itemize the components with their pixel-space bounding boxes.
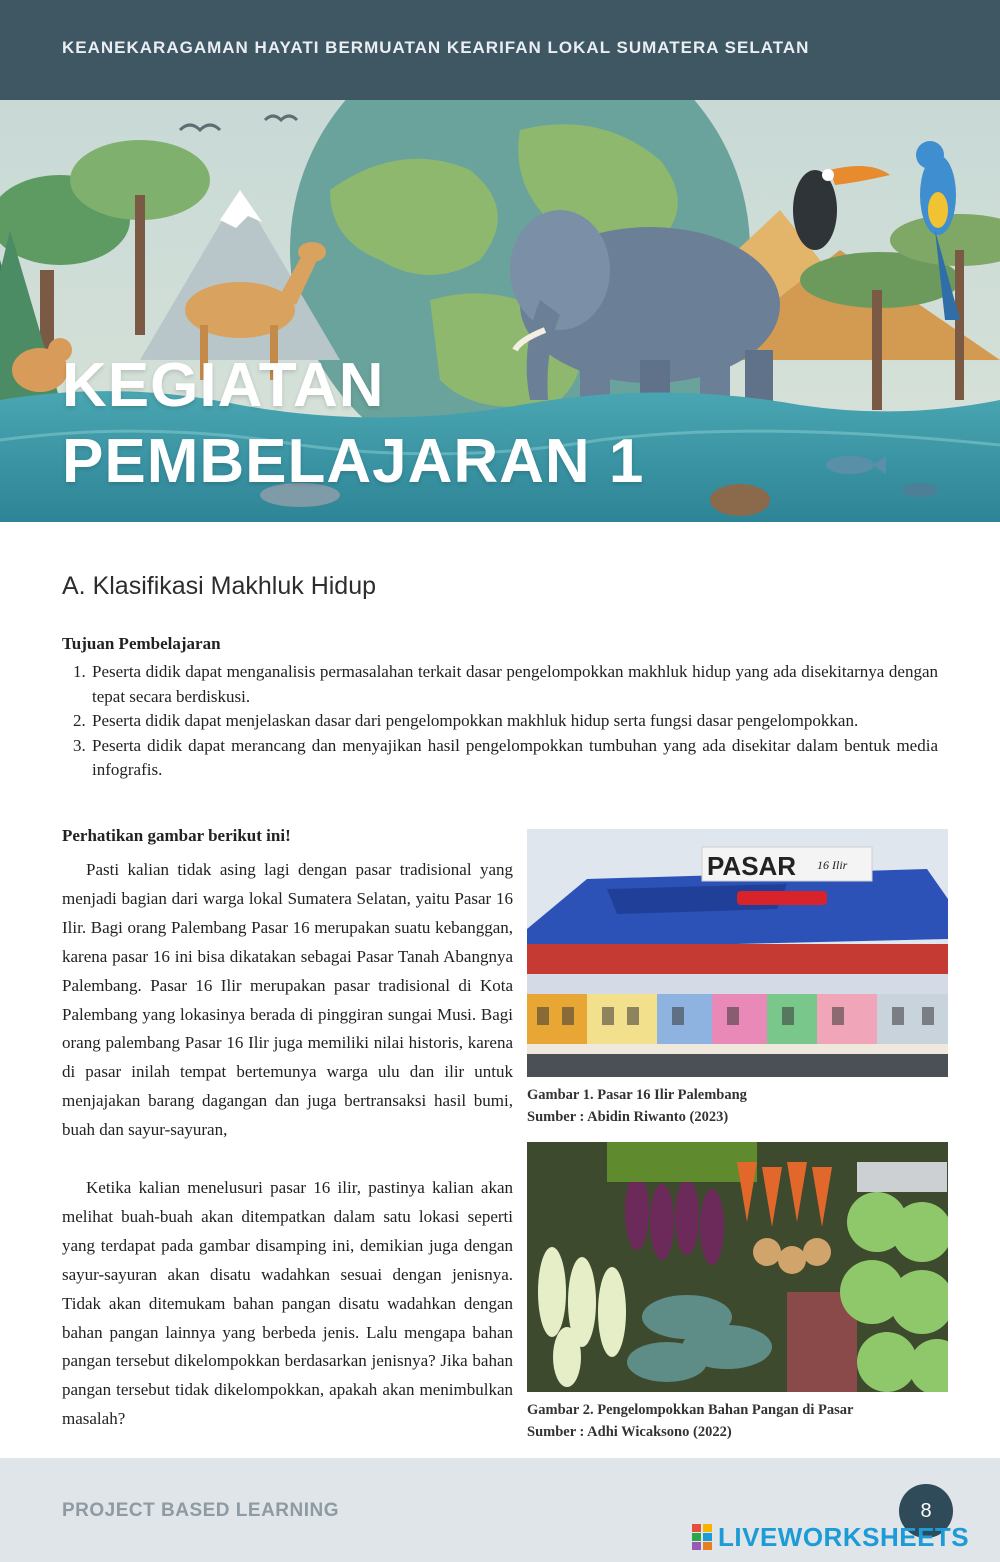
market-sign-suffix: 16 Ilir [817,858,848,872]
figure-1-title: Gambar 1. Pasar 16 Ilir Palembang [527,1087,747,1103]
objective-item: 2. Peserta didik dapat menjelaskan dasar dari pengelompokkan makhluk hidup serta fungsi dasar pengelompokkan. [90,709,938,734]
figure-2-title: Gambar 2. Pengelompokkan Bahan Pangan di Pasar [527,1402,854,1418]
page-heading [62,348,644,500]
section-title: A. Klasifikasi Makhluk Hidup [62,572,377,600]
footer [0,1458,1000,1562]
liveworksheets-logo[interactable] [692,1522,969,1553]
objectives-title: Tujuan Pembelajaran [62,634,221,653]
market-sign-text: PASAR [707,851,797,881]
figure-1-caption [527,1084,947,1128]
paragraph-2: Ketika kalian menelusuri pasar 16 ilir, pastinya kalian akan melihat buah-buah akan ditempatkan dalam satu lokasi seperti yang terdapat pada gambar disamping ini, demikian juga dengan sayur-sayuran akan disatu wadahkan sesuai dengan jenisnya. Tidak akan ditemukam bahan pangan disatu wadahkan dengan bahan pangan lainnya yang berbeda jenis. Lalu mengapa bahan pangan tersebut dikelompokkan berdasarkan jenisnya? Jika bahan pangan tersebut tidak dikelompokkan, apakah akan menimbulkan masalah? [62,1178,513,1429]
figure-1-source: Sumber : Abidin Riwanto (2023) [527,1109,729,1125]
paragraph-1: Pasti kalian tidak asing lagi dengan pasar tradisional yang menjadi bagian dari warga lokal Sumatera Selatan, yaitu Pasar 16 Ilir. Bagi orang Palembang Pasar 16 merupakan suatu kebanggan, karena pasar 16 ini bisa dikatakan sebagai Pasar Tanah Abangnya Palembang. Pasar 16 Ilir merupakan pasar tradisional di Kota Palembang yang lokasinya berada di pinggiran sungai Musi. Bagi orang palembang Pasar 16 Ilir juga memiliki nilai historis, karena di pasar inilah tempat bertemunya warga ulu dan ilir untuk menjajakan barang dagangan dan juga bertransaksi hasil bumi, buah dan sayur-sayuran, [62,860,513,1140]
observe-title: Perhatikan gambar berikut ini! [62,826,291,845]
objective-item: 1. Peserta didik dapat menganalisis permasalahan terkait dasar pengelompokkan makhluk hidup yang ada disekitarnya dengan tepat secara berdiskusi. [90,660,938,709]
figure-2-caption [527,1399,947,1443]
document-title: KEANEKARAGAMAN HAYATI BERMUATAN KEARIFAN LOKAL SUMATERA SELATAN [62,38,810,57]
heading-line-1: KEGIATAN [62,351,385,420]
figure-2-source: Sumber : Adhi Wicaksono (2022) [527,1424,732,1440]
objectives-list [62,660,938,783]
heading-line-2: PEMBELAJARAN 1 [62,427,645,496]
header-bar [0,0,1000,100]
footer-label: PROJECT BASED LEARNING [62,1500,340,1521]
market-building-photo [527,829,948,1077]
objective-item: 3. Peserta didik dapat merancang dan menyajikan hasil pengelompokkan tumbuhan yang ada disekitar dalam bentuk media infografis. [90,734,938,783]
brand-text: LIVEWORKSHEETS [718,1522,970,1552]
vegetables-photo [527,1142,948,1392]
page-number: 8 [899,1484,953,1538]
banner [0,100,1000,522]
